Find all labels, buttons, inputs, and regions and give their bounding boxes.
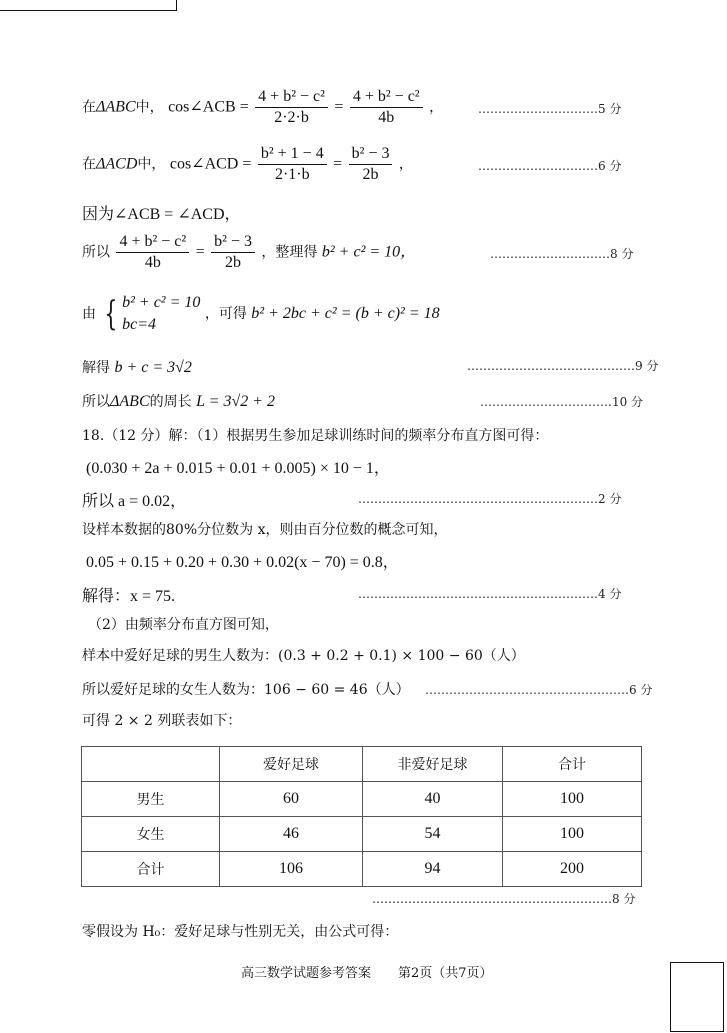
q18-so-a: 所以 a = 0.02， (82, 493, 187, 510)
footer-title: 高三数学试题参考答案 (241, 966, 372, 981)
score-4: ……………………………………………………4 分 (358, 587, 622, 601)
equation-system: { b² + c² = 10 bc=4 (104, 294, 201, 334)
header-box (0, 0, 177, 11)
fraction: $\frac{\text{4 + b² − c²}}{2\cdot 2\cdot b}$ (255, 88, 328, 127)
q18-table-intro: 可得 2 × 2 列联表如下： (82, 713, 242, 729)
line-cos-acd: 在ΔACD中， cos∠ACD = $\frac{\text{b² + 1 − 4}}{2\cdot 1\cdot b}$ = $\frac{\text{b² − 3}}{2b}$ ， (82, 145, 413, 183)
q18-female: 所以爱好足球的女生人数为：106 − 60 = 46（人） (82, 682, 410, 698)
q18-male: 样本中爱好足球的男生人数为：(0.3 + 0.2 + 0.1) × 100 − 60（人） (82, 648, 525, 664)
fraction: $\frac{\text{b² − 3}}{2b}$ (211, 233, 255, 272)
q18-h0: 零假设为 H₀：爱好足球与性别无关，由公式可得： (82, 924, 399, 940)
table-row: 爱好足球 非爱好足球 合计 (82, 747, 642, 782)
table-row: 合计 106 94 200 (82, 852, 642, 887)
score-8b: ……………………………………………………8 分 (372, 892, 636, 906)
score-2: ……………………………………………………2 分 (358, 492, 622, 506)
score-6: …………………………6 分 (478, 159, 622, 173)
score-10: ……………………………10 分 (480, 395, 644, 409)
line-cos-acb: 在ΔABC中， cos∠ACB = $\frac{\text{4 + b² − c²}}{2\cdot 2\cdot b}$ = $\frac{\text{4 + b² − c²}}{4b}$ ， (82, 88, 444, 126)
line-angle-equal: 因为∠ACB = ∠ACD， (82, 206, 241, 223)
fraction: $\frac{\text{b² − 3}}{2b}$ (349, 145, 393, 184)
q18-heading: 18.（12 分）解：（1）根据男生参加足球训练时间的频率分布直方图可得： (82, 428, 549, 444)
fraction: $\frac{\text{4 + b² − c²}}{4b}$ (350, 88, 423, 127)
line-solve-bc: 解得 b + c = 3√2 (82, 359, 192, 376)
q18-solve: 解得：x = 75. (82, 588, 176, 605)
q18-percentile: 设样本数据的80%分位数为 x，则由百分位数的概念可知， (82, 522, 448, 538)
corner-box (670, 962, 724, 1032)
brace-icon: { (104, 294, 118, 334)
score-9: ……………………………………9 分 (467, 359, 659, 373)
line-perimeter: 所以ΔABC的周长 L = 3√2 + 2 (82, 393, 276, 410)
q18-eq1: (0.030 + 2a + 0.015 + 0.01 + 0.005) × 10 − 1， (86, 460, 390, 477)
footer-page: 第2页（共7页） (398, 966, 493, 981)
table-row: 女生 46 54 100 (82, 817, 642, 852)
q18-eq2: 0.05 + 0.15 + 0.20 + 0.30 + 0.02(x − 70) = 0.8， (86, 554, 399, 571)
contingency-table (81, 746, 642, 887)
triangle-acd: ΔACD (96, 155, 138, 173)
fraction: $\frac{\text{b² + 1 − 4}}{2\cdot 1\cdot b}$ (258, 145, 327, 184)
text: 中， (135, 99, 164, 116)
cos-expression: cos∠ACD = (169, 155, 252, 173)
cos-expression: cos∠ACB = (168, 98, 249, 116)
line-system: 由 { b² + c² = 10 bc=4 ，可得 b² + 2bc + c² = (b + c)² = 18 (82, 294, 440, 334)
table-row: 男生 60 40 100 (82, 782, 642, 817)
text: 在 (82, 99, 96, 116)
line-simplify: 所以 $\frac{\text{4 + b² − c²}}{4b}$ = $\frac{\text{b² − 3}}{2b}$ ，整理得 b² + c² = 10， (82, 233, 417, 271)
triangle-abc: ΔABC (96, 98, 136, 116)
equation-result: b² + c² = 10， (321, 243, 417, 261)
q18-part2: （2）由频率分布直方图可知， (88, 617, 279, 633)
score-5: …………………………5 分 (478, 102, 622, 116)
score-6b: ……………………………………………6 分 (425, 683, 653, 697)
fraction: $\frac{\text{4 + b² − c²}}{4b}$ (116, 233, 189, 272)
equation-result: b² + 2bc + c² = (b + c)² = 18 (251, 305, 440, 322)
score-8: …………………………8 分 (490, 247, 634, 261)
